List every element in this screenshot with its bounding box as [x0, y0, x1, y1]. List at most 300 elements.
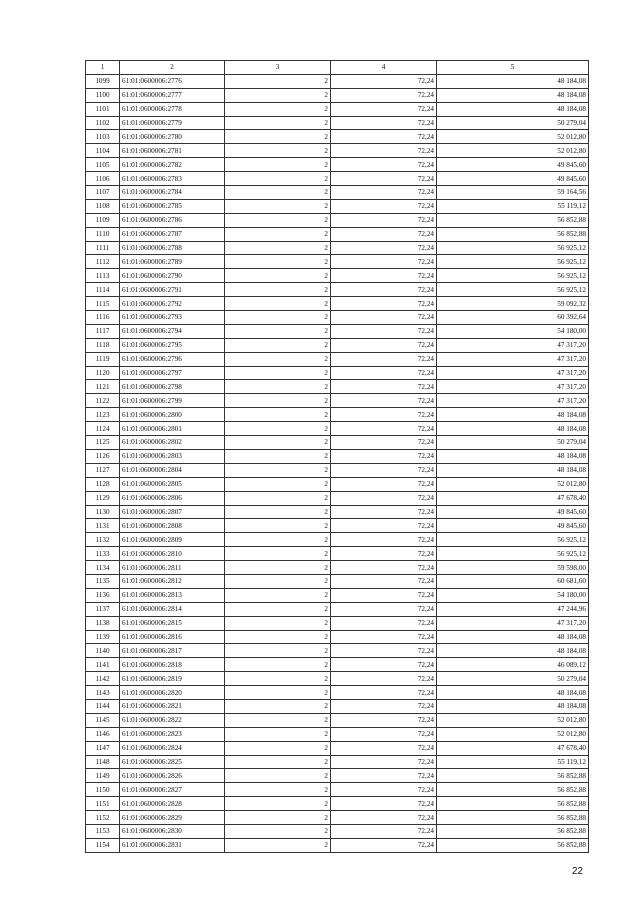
cadastral-number-cell: 61:01:0600006:2803 — [120, 449, 225, 463]
table-row — [86, 574, 589, 588]
count-cell: 2 — [225, 283, 331, 297]
count-cell: 2 — [225, 505, 331, 519]
area-cell: 72,24 — [331, 783, 437, 797]
cadastral-number-cell: 61:01:0600006:2830 — [120, 824, 225, 838]
cadastral-number-cell: 61:01:0600006:2829 — [120, 811, 225, 825]
row-number-cell: 1137 — [86, 602, 120, 616]
count-cell: 2 — [225, 672, 331, 686]
row-number-cell: 1134 — [86, 561, 120, 575]
row-number-cell: 1149 — [86, 769, 120, 783]
value-cell: 48 184,08 — [437, 422, 589, 436]
row-number-cell: 1101 — [86, 102, 120, 116]
value-cell: 60 392,64 — [437, 311, 589, 325]
area-cell: 72,24 — [331, 255, 437, 269]
cadastral-number-cell: 61:01:0600006:2800 — [120, 408, 225, 422]
area-cell: 72,24 — [331, 741, 437, 755]
row-number-cell: 1135 — [86, 574, 120, 588]
area-cell: 72,24 — [331, 686, 437, 700]
table-row — [86, 644, 589, 658]
row-number-cell: 1132 — [86, 533, 120, 547]
row-number-cell: 1120 — [86, 366, 120, 380]
table-row — [86, 158, 589, 172]
value-cell: 49 845,60 — [437, 172, 589, 186]
table-row — [86, 561, 589, 575]
row-number-cell: 1136 — [86, 588, 120, 602]
area-cell: 72,24 — [331, 172, 437, 186]
row-number-cell: 1130 — [86, 505, 120, 519]
table-row — [86, 436, 589, 450]
count-cell: 2 — [225, 783, 331, 797]
table-row — [86, 616, 589, 630]
cadastral-number-cell: 61:01:0600006:2789 — [120, 255, 225, 269]
count-cell: 2 — [225, 227, 331, 241]
cadastral-number-cell: 61:01:0600006:2828 — [120, 797, 225, 811]
value-cell: 50 279,04 — [437, 672, 589, 686]
cadastral-number-cell: 61:01:0600006:2808 — [120, 519, 225, 533]
cadastral-number-cell: 61:01:0600006:2814 — [120, 602, 225, 616]
area-cell: 72,24 — [331, 449, 437, 463]
count-cell: 2 — [225, 352, 331, 366]
count-cell: 2 — [225, 144, 331, 158]
area-cell: 72,24 — [331, 797, 437, 811]
row-number-cell: 1117 — [86, 324, 120, 338]
area-cell: 72,24 — [331, 116, 437, 130]
cadastral-number-cell: 61:01:0600006:2778 — [120, 102, 225, 116]
table-header-row — [86, 61, 589, 75]
table-row — [86, 658, 589, 672]
cadastral-number-cell: 61:01:0600006:2784 — [120, 186, 225, 200]
table-row — [86, 533, 589, 547]
count-cell: 2 — [225, 116, 331, 130]
column-header-4: 4 — [331, 61, 437, 75]
value-cell: 59 598,00 — [437, 561, 589, 575]
table-row — [86, 74, 589, 88]
area-cell: 72,24 — [331, 436, 437, 450]
table-row — [86, 422, 589, 436]
count-cell: 2 — [225, 380, 331, 394]
cadastral-number-cell: 61:01:0600006:2810 — [120, 547, 225, 561]
count-cell: 2 — [225, 561, 331, 575]
value-cell: 48 184,08 — [437, 88, 589, 102]
row-number-cell: 1109 — [86, 213, 120, 227]
row-number-cell: 1123 — [86, 408, 120, 422]
area-cell: 72,24 — [331, 269, 437, 283]
count-cell: 2 — [225, 755, 331, 769]
area-cell: 72,24 — [331, 533, 437, 547]
table-row — [86, 116, 589, 130]
value-cell: 49 845,60 — [437, 519, 589, 533]
area-cell: 72,24 — [331, 158, 437, 172]
count-cell: 2 — [225, 838, 331, 852]
row-number-cell: 1114 — [86, 283, 120, 297]
area-cell: 72,24 — [331, 588, 437, 602]
value-cell: 47 317,20 — [437, 394, 589, 408]
row-number-cell: 1102 — [86, 116, 120, 130]
count-cell: 2 — [225, 394, 331, 408]
cadastral-number-cell: 61:01:0600006:2816 — [120, 630, 225, 644]
area-cell: 72,24 — [331, 422, 437, 436]
value-cell: 47 317,20 — [437, 338, 589, 352]
cadastral-number-cell: 61:01:0600006:2785 — [120, 199, 225, 213]
count-cell: 2 — [225, 324, 331, 338]
table-row — [86, 88, 589, 102]
row-number-cell: 1104 — [86, 144, 120, 158]
count-cell: 2 — [225, 630, 331, 644]
value-cell: 56 852,88 — [437, 824, 589, 838]
value-cell: 54 180,00 — [437, 588, 589, 602]
row-number-cell: 1108 — [86, 199, 120, 213]
row-number-cell: 1121 — [86, 380, 120, 394]
count-cell: 2 — [225, 408, 331, 422]
area-cell: 72,24 — [331, 727, 437, 741]
area-cell: 72,24 — [331, 199, 437, 213]
area-cell: 72,24 — [331, 699, 437, 713]
cadastral-number-cell: 61:01:0600006:2798 — [120, 380, 225, 394]
value-cell: 56 852,88 — [437, 213, 589, 227]
area-cell: 72,24 — [331, 505, 437, 519]
column-header-5: 5 — [437, 61, 589, 75]
count-cell: 2 — [225, 644, 331, 658]
cadastral-number-cell: 61:01:0600006:2780 — [120, 130, 225, 144]
row-number-cell: 1106 — [86, 172, 120, 186]
area-cell: 72,24 — [331, 811, 437, 825]
value-cell: 48 184,08 — [437, 449, 589, 463]
value-cell: 55 119,12 — [437, 199, 589, 213]
table-row — [86, 477, 589, 491]
area-cell: 72,24 — [331, 630, 437, 644]
area-cell: 72,24 — [331, 227, 437, 241]
row-number-cell: 1099 — [86, 74, 120, 88]
count-cell: 2 — [225, 436, 331, 450]
value-cell: 46 089,12 — [437, 658, 589, 672]
row-number-cell: 1142 — [86, 672, 120, 686]
table-row — [86, 449, 589, 463]
data-table — [85, 60, 589, 853]
count-cell: 2 — [225, 574, 331, 588]
count-cell: 2 — [225, 616, 331, 630]
value-cell: 52 012,80 — [437, 130, 589, 144]
count-cell: 2 — [225, 686, 331, 700]
cadastral-number-cell: 61:01:0600006:2825 — [120, 755, 225, 769]
cadastral-number-cell: 61:01:0600006:2812 — [120, 574, 225, 588]
cadastral-number-cell: 61:01:0600006:2799 — [120, 394, 225, 408]
cadastral-number-cell: 61:01:0600006:2792 — [120, 297, 225, 311]
value-cell: 47 678,40 — [437, 491, 589, 505]
cadastral-number-cell: 61:01:0600006:2821 — [120, 699, 225, 713]
cadastral-number-cell: 61:01:0600006:2791 — [120, 283, 225, 297]
row-number-cell: 1105 — [86, 158, 120, 172]
cadastral-number-cell: 61:01:0600006:2819 — [120, 672, 225, 686]
value-cell: 56 852,88 — [437, 811, 589, 825]
value-cell: 52 012,80 — [437, 713, 589, 727]
count-cell: 2 — [225, 463, 331, 477]
count-cell: 2 — [225, 74, 331, 88]
table-row — [86, 352, 589, 366]
row-number-cell: 1141 — [86, 658, 120, 672]
count-cell: 2 — [225, 311, 331, 325]
row-number-cell: 1145 — [86, 713, 120, 727]
area-cell: 72,24 — [331, 213, 437, 227]
row-number-cell: 1107 — [86, 186, 120, 200]
area-cell: 72,24 — [331, 74, 437, 88]
value-cell: 49 845,60 — [437, 505, 589, 519]
area-cell: 72,24 — [331, 755, 437, 769]
area-cell: 72,24 — [331, 311, 437, 325]
area-cell: 72,24 — [331, 824, 437, 838]
count-cell: 2 — [225, 102, 331, 116]
value-cell: 56 852,88 — [437, 783, 589, 797]
cadastral-number-cell: 61:01:0600006:2782 — [120, 158, 225, 172]
row-number-cell: 1154 — [86, 838, 120, 852]
row-number-cell: 1140 — [86, 644, 120, 658]
table-row — [86, 144, 589, 158]
row-number-cell: 1127 — [86, 463, 120, 477]
table-row — [86, 199, 589, 213]
cadastral-number-cell: 61:01:0600006:2823 — [120, 727, 225, 741]
table-row — [86, 324, 589, 338]
table-row — [86, 672, 589, 686]
row-number-cell: 1118 — [86, 338, 120, 352]
table-row — [86, 505, 589, 519]
count-cell: 2 — [225, 449, 331, 463]
count-cell: 2 — [225, 797, 331, 811]
row-number-cell: 1124 — [86, 422, 120, 436]
row-number-cell: 1146 — [86, 727, 120, 741]
cadastral-number-cell: 61:01:0600006:2811 — [120, 561, 225, 575]
table-row — [86, 547, 589, 561]
value-cell: 48 184,08 — [437, 686, 589, 700]
count-cell: 2 — [225, 811, 331, 825]
value-cell: 56 852,88 — [437, 769, 589, 783]
value-cell: 48 184,08 — [437, 408, 589, 422]
area-cell: 72,24 — [331, 561, 437, 575]
cadastral-number-cell: 61:01:0600006:2788 — [120, 241, 225, 255]
table-row — [86, 811, 589, 825]
count-cell: 2 — [225, 824, 331, 838]
table-row — [86, 394, 589, 408]
row-number-cell: 1125 — [86, 436, 120, 450]
row-number-cell: 1111 — [86, 241, 120, 255]
count-cell: 2 — [225, 199, 331, 213]
value-cell: 47 244,96 — [437, 602, 589, 616]
value-cell: 48 184,08 — [437, 699, 589, 713]
area-cell: 72,24 — [331, 380, 437, 394]
count-cell: 2 — [225, 491, 331, 505]
area-cell: 72,24 — [331, 88, 437, 102]
value-cell: 52 012,80 — [437, 477, 589, 491]
cadastral-number-cell: 61:01:0600006:2805 — [120, 477, 225, 491]
count-cell: 2 — [225, 713, 331, 727]
count-cell: 2 — [225, 366, 331, 380]
area-cell: 72,24 — [331, 408, 437, 422]
value-cell: 56 852,88 — [437, 797, 589, 811]
table-row — [86, 366, 589, 380]
value-cell: 47 317,20 — [437, 380, 589, 394]
area-cell: 72,24 — [331, 324, 437, 338]
area-cell: 72,24 — [331, 130, 437, 144]
value-cell: 54 180,00 — [437, 324, 589, 338]
cadastral-number-cell: 61:01:0600006:2790 — [120, 269, 225, 283]
cadastral-number-cell: 61:01:0600006:2817 — [120, 644, 225, 658]
value-cell: 48 184,08 — [437, 463, 589, 477]
count-cell: 2 — [225, 172, 331, 186]
count-cell: 2 — [225, 213, 331, 227]
cadastral-number-cell: 61:01:0600006:2822 — [120, 713, 225, 727]
value-cell: 50 279,04 — [437, 436, 589, 450]
value-cell: 52 012,80 — [437, 727, 589, 741]
row-number-cell: 1138 — [86, 616, 120, 630]
row-number-cell: 1122 — [86, 394, 120, 408]
row-number-cell: 1112 — [86, 255, 120, 269]
count-cell: 2 — [225, 547, 331, 561]
cadastral-number-cell: 61:01:0600006:2802 — [120, 436, 225, 450]
count-cell: 2 — [225, 769, 331, 783]
value-cell: 56 925,12 — [437, 255, 589, 269]
area-cell: 72,24 — [331, 477, 437, 491]
table-row — [86, 838, 589, 852]
count-cell: 2 — [225, 727, 331, 741]
value-cell: 56 925,12 — [437, 283, 589, 297]
row-number-cell: 1126 — [86, 449, 120, 463]
table-row — [86, 241, 589, 255]
count-cell: 2 — [225, 269, 331, 283]
value-cell: 56 925,12 — [437, 269, 589, 283]
row-number-cell: 1144 — [86, 699, 120, 713]
area-cell: 72,24 — [331, 574, 437, 588]
row-number-cell: 1152 — [86, 811, 120, 825]
page-number: 22 — [571, 866, 583, 877]
table-row — [86, 741, 589, 755]
value-cell: 49 845,60 — [437, 158, 589, 172]
table-row — [86, 172, 589, 186]
cadastral-number-cell: 61:01:0600006:2797 — [120, 366, 225, 380]
row-number-cell: 1151 — [86, 797, 120, 811]
row-number-cell: 1153 — [86, 824, 120, 838]
cadastral-number-cell: 61:01:0600006:2795 — [120, 338, 225, 352]
table-row — [86, 338, 589, 352]
value-cell: 47 317,20 — [437, 366, 589, 380]
value-cell: 48 184,08 — [437, 630, 589, 644]
area-cell: 72,24 — [331, 713, 437, 727]
table-row — [86, 519, 589, 533]
cadastral-number-cell: 61:01:0600006:2826 — [120, 769, 225, 783]
count-cell: 2 — [225, 533, 331, 547]
table-row — [86, 213, 589, 227]
table-row — [86, 130, 589, 144]
area-cell: 72,24 — [331, 658, 437, 672]
area-cell: 72,24 — [331, 672, 437, 686]
count-cell: 2 — [225, 422, 331, 436]
row-number-cell: 1119 — [86, 352, 120, 366]
row-number-cell: 1128 — [86, 477, 120, 491]
value-cell: 56 852,88 — [437, 838, 589, 852]
value-cell: 59 164,56 — [437, 186, 589, 200]
row-number-cell: 1133 — [86, 547, 120, 561]
cadastral-number-cell: 61:01:0600006:2777 — [120, 88, 225, 102]
value-cell: 56 925,12 — [437, 547, 589, 561]
area-cell: 72,24 — [331, 366, 437, 380]
area-cell: 72,24 — [331, 283, 437, 297]
cadastral-number-cell: 61:01:0600006:2824 — [120, 741, 225, 755]
cadastral-number-cell: 61:01:0600006:2827 — [120, 783, 225, 797]
row-number-cell: 1147 — [86, 741, 120, 755]
table-row — [86, 588, 589, 602]
row-number-cell: 1139 — [86, 630, 120, 644]
area-cell: 72,24 — [331, 602, 437, 616]
table-row — [86, 602, 589, 616]
cadastral-number-cell: 61:01:0600006:2820 — [120, 686, 225, 700]
count-cell: 2 — [225, 338, 331, 352]
cadastral-number-cell: 61:01:0600006:2801 — [120, 422, 225, 436]
area-cell: 72,24 — [331, 644, 437, 658]
area-cell: 72,24 — [331, 352, 437, 366]
value-cell: 56 925,12 — [437, 533, 589, 547]
count-cell: 2 — [225, 88, 331, 102]
row-number-cell: 1100 — [86, 88, 120, 102]
area-cell: 72,24 — [331, 616, 437, 630]
area-cell: 72,24 — [331, 463, 437, 477]
area-cell: 72,24 — [331, 491, 437, 505]
table-row — [86, 699, 589, 713]
area-cell: 72,24 — [331, 519, 437, 533]
count-cell: 2 — [225, 241, 331, 255]
table-row — [86, 186, 589, 200]
cadastral-number-cell: 61:01:0600006:2776 — [120, 74, 225, 88]
area-cell: 72,24 — [331, 769, 437, 783]
cadastral-number-cell: 61:01:0600006:2806 — [120, 491, 225, 505]
row-number-cell: 1131 — [86, 519, 120, 533]
cadastral-number-cell: 61:01:0600006:2807 — [120, 505, 225, 519]
table-row — [86, 380, 589, 394]
cadastral-number-cell: 61:01:0600006:2787 — [120, 227, 225, 241]
value-cell: 47 678,40 — [437, 741, 589, 755]
table-row — [86, 630, 589, 644]
count-cell: 2 — [225, 158, 331, 172]
table-row — [86, 255, 589, 269]
row-number-cell: 1150 — [86, 783, 120, 797]
value-cell: 56 925,12 — [437, 241, 589, 255]
column-header-2: 2 — [120, 61, 225, 75]
area-cell: 72,24 — [331, 547, 437, 561]
cadastral-number-cell: 61:01:0600006:2794 — [120, 324, 225, 338]
area-cell: 72,24 — [331, 297, 437, 311]
cadastral-number-cell: 61:01:0600006:2786 — [120, 213, 225, 227]
area-cell: 72,24 — [331, 838, 437, 852]
table-row — [86, 463, 589, 477]
cadastral-number-cell: 61:01:0600006:2809 — [120, 533, 225, 547]
area-cell: 72,24 — [331, 394, 437, 408]
count-cell: 2 — [225, 255, 331, 269]
count-cell: 2 — [225, 602, 331, 616]
row-number-cell: 1113 — [86, 269, 120, 283]
cadastral-number-cell: 61:01:0600006:2818 — [120, 658, 225, 672]
value-cell: 47 317,20 — [437, 616, 589, 630]
cadastral-number-cell: 61:01:0600006:2815 — [120, 616, 225, 630]
row-number-cell: 1115 — [86, 297, 120, 311]
row-number-cell: 1110 — [86, 227, 120, 241]
cadastral-number-cell: 61:01:0600006:2781 — [120, 144, 225, 158]
column-header-1: 1 — [86, 61, 120, 75]
count-cell: 2 — [225, 519, 331, 533]
value-cell: 48 184,08 — [437, 644, 589, 658]
row-number-cell: 1103 — [86, 130, 120, 144]
count-cell: 2 — [225, 658, 331, 672]
count-cell: 2 — [225, 588, 331, 602]
value-cell: 56 852,88 — [437, 227, 589, 241]
value-cell: 47 317,20 — [437, 352, 589, 366]
value-cell: 48 184,08 — [437, 74, 589, 88]
table-row — [86, 102, 589, 116]
